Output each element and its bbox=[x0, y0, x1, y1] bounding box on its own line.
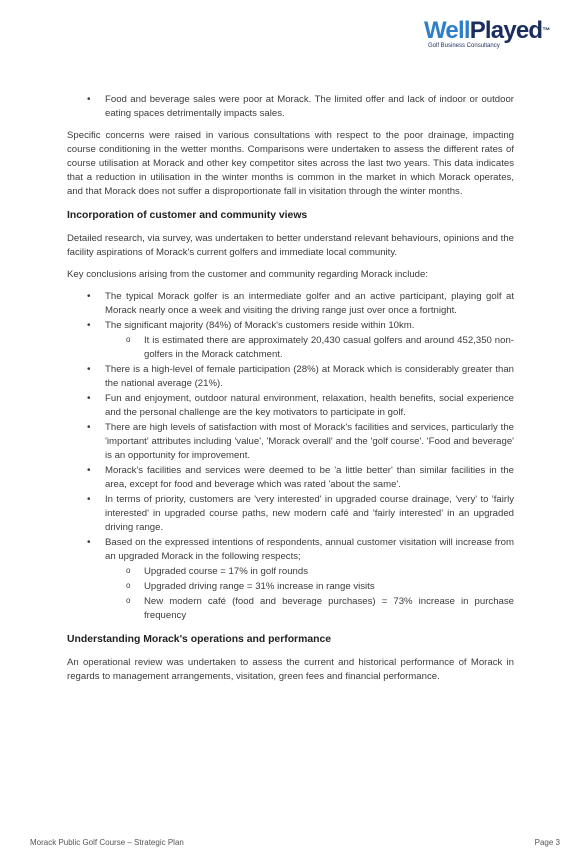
logo-trademark: ™ bbox=[542, 26, 550, 35]
footer-document-title: Morack Public Golf Course – Strategic Plan bbox=[30, 838, 184, 847]
sub-list-item: o Upgraded course = 17% in golf rounds bbox=[67, 565, 514, 579]
research-paragraph: Detailed research, via survey, was undertaken to better understand relevant behaviours, opinions and the facility aspirations of Morack's current golfers and immediate local community. bbox=[67, 233, 514, 258]
logo-well-text: Well bbox=[424, 17, 470, 44]
intro-bullet-list bbox=[67, 93, 514, 121]
list-item: • The significant majority (84%) of Morack's customers reside within 10km. bbox=[67, 319, 514, 333]
sub-list-item: o New modern café (food and beverage purchases) = 73% increase in purchase frequency bbox=[67, 595, 514, 623]
document-body bbox=[67, 93, 514, 692]
conclusions-bullet-list bbox=[67, 290, 514, 623]
page-footer bbox=[30, 836, 560, 850]
list-item: • There is a high-level of female participation (28%) at Morack which is considerably greater than the national average (21%). bbox=[67, 363, 514, 391]
list-item: • Food and beverage sales were poor at Morack. The limited offer and lack of indoor or outdoor eating spaces detrimentally impacts sales. bbox=[67, 93, 514, 121]
list-item: • Fun and enjoyment, outdoor natural environment, relaxation, health benefits, social experience and the personal challenge are the key motivators to participate in golf. bbox=[67, 392, 514, 420]
logo-subtitle: Golf Business Consultancy bbox=[428, 43, 500, 49]
conclusions-intro-paragraph: Key conclusions arising from the customer and community regarding Morack include: bbox=[67, 269, 428, 280]
list-item: • Based on the expressed intentions of respondents, annual customer visitation will increase from an upgraded Morack in the following respects; bbox=[67, 536, 514, 564]
operational-review-paragraph: An operational review was undertaken to assess the current and historical performance of Morack in regards to management arrangements, visitation, green fees and financial performance. bbox=[67, 657, 514, 682]
section-heading-customer-views: Incorporation of customer and community views bbox=[67, 210, 308, 221]
list-item: • The typical Morack golfer is an intermediate golfer and an active participant, playing golf at Morack nearly once a week and visiting the driving range just over once a fortnight. bbox=[67, 290, 514, 318]
logo-wordmark bbox=[424, 18, 566, 44]
sub-list-item: o Upgraded driving range = 31% increase in range visits bbox=[67, 580, 514, 594]
list-item: • In terms of priority, customers are 'very interested' in upgraded course drainage, 'very' to 'fairly interested' in upgraded course paths, new modern café and 'fairly interested' in an upgraded driving range. bbox=[67, 493, 514, 535]
wellplayed-logo bbox=[424, 18, 566, 50]
logo-played-text: Played bbox=[469, 17, 543, 44]
sub-list-item: o It is estimated there are approximately 20,430 casual golfers and around 452,350 non-golfers in the Morack catchment. bbox=[67, 334, 514, 362]
list-item: • Morack's facilities and services were deemed to be 'a little better' than similar facilities in the area, except for food and beverage which was rated 'about the same'. bbox=[67, 464, 514, 492]
drainage-paragraph: Specific concerns were raised in various consultations with respect to the poor drainage, impacting course conditioning in the wetter months. Comparisons were undertaken to assess the different rates of course utilisation at Morack and other key competitor sites across the last two years. This data indicates that a reduction in utilisation in the winter months is common in the market in which Morack operates, and that Morack does not suffer a disproportionate fall in visitation through the winter months. bbox=[67, 130, 514, 197]
footer-page-number: Page 3 bbox=[534, 838, 560, 847]
list-item: • There are high levels of satisfaction with most of Morack's facilities and services, particularly the 'important' attributes including 'value', 'Morack overall' and the 'golf course'. 'Food and beverage' is an opportunity for improvement. bbox=[67, 421, 514, 463]
section-heading-operations: Understanding Morack's operations and performance bbox=[67, 634, 332, 645]
